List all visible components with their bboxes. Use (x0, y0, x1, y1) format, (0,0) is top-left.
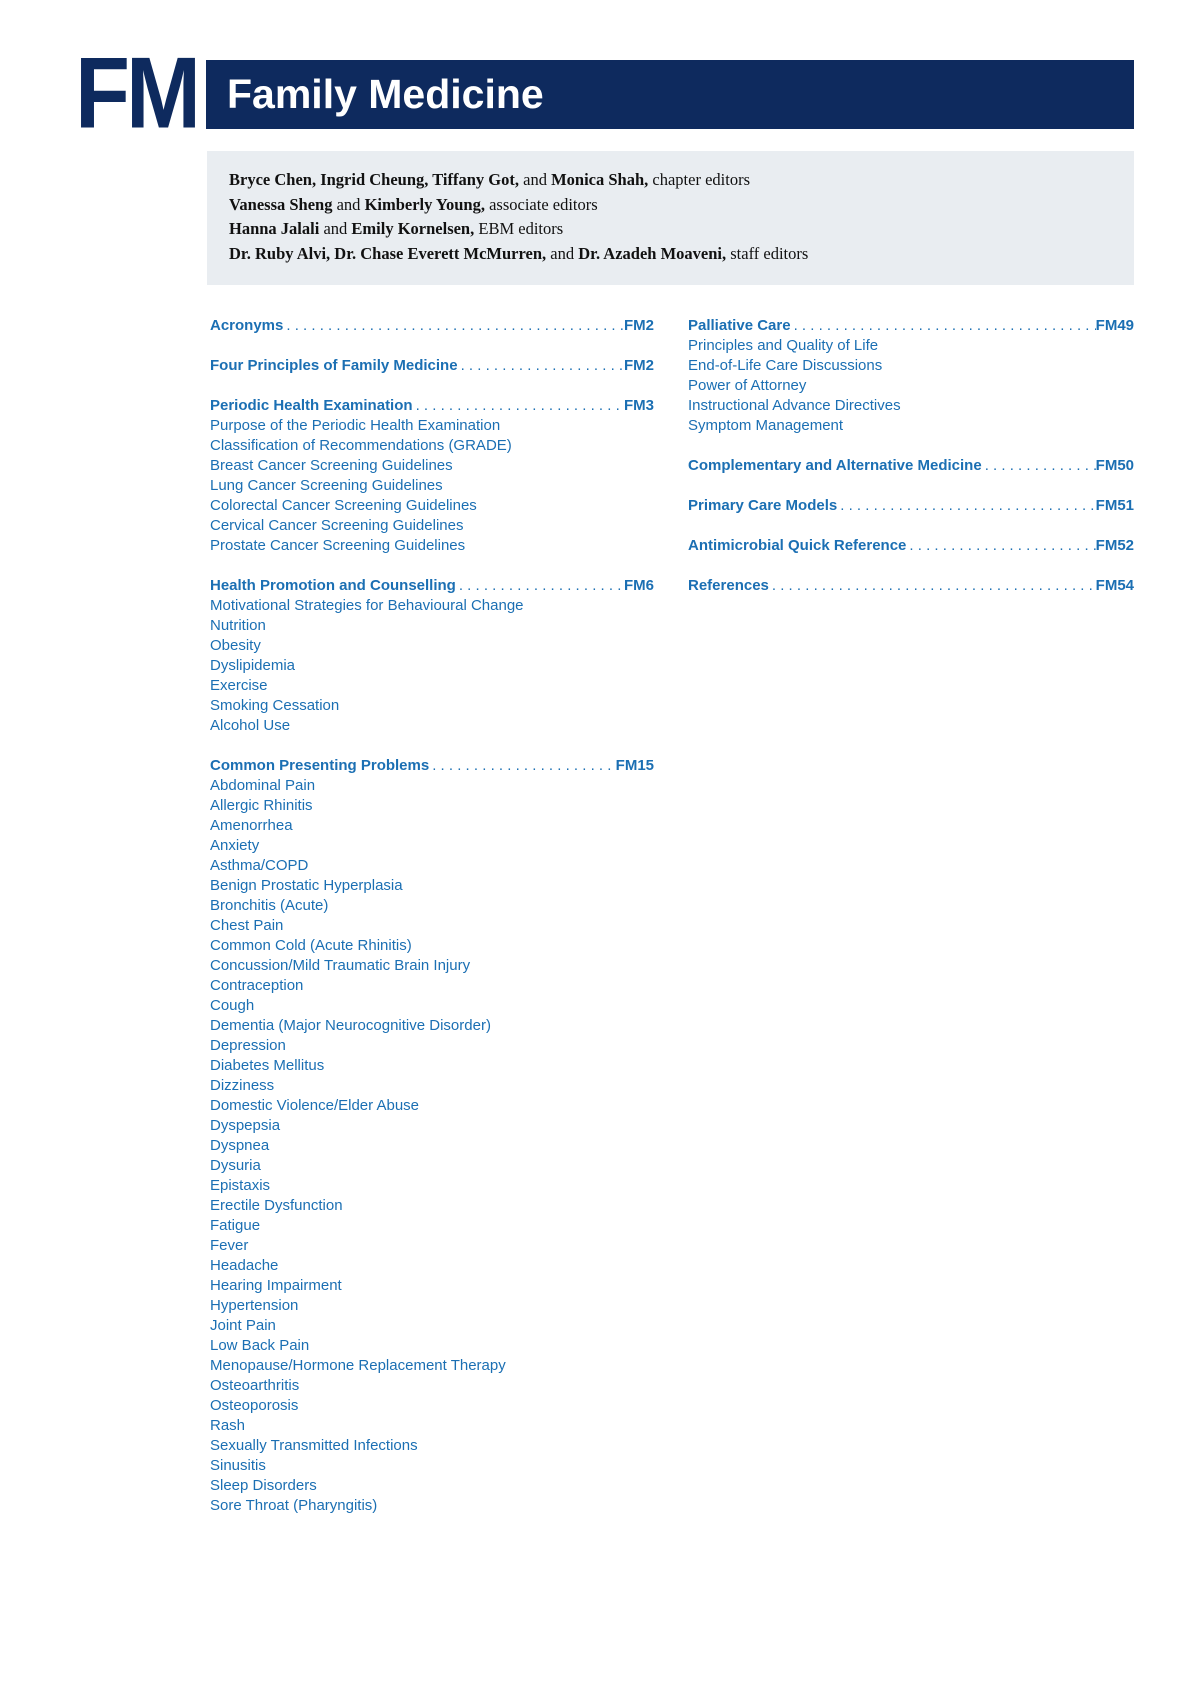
toc-section-link[interactable] (210, 576, 654, 596)
toc-subitem-link[interactable]: Dizziness (210, 1077, 275, 1094)
toc-page-number: FM2 (624, 357, 654, 374)
dot-leader (429, 756, 615, 776)
toc-section-link[interactable] (688, 316, 1134, 336)
toc-section-link[interactable] (210, 356, 654, 376)
toc-subitem-link[interactable]: Chest Pain (210, 917, 284, 934)
toc-section-link[interactable] (210, 396, 654, 416)
toc-subitem-link[interactable]: Hearing Impairment (210, 1277, 342, 1294)
toc-subitem-link[interactable]: Erectile Dysfunction (210, 1197, 343, 1214)
toc-subitem-link[interactable]: Epistaxis (210, 1177, 271, 1194)
toc-subitem-link[interactable]: Purpose of the Periodic Health Examination (210, 417, 501, 434)
toc-section (688, 576, 1134, 596)
editor-line (229, 242, 1114, 267)
toc-page-number: FM49 (1095, 317, 1134, 334)
toc-subitem-link[interactable]: Sleep Disorders (210, 1477, 317, 1494)
toc-subitem-link[interactable]: Sexually Transmitted Infections (210, 1437, 418, 1454)
dot-leader (283, 316, 624, 336)
toc-subitem-link[interactable]: Depression (210, 1037, 286, 1054)
toc-subitem-link[interactable]: Domestic Violence/Elder Abuse (210, 1097, 420, 1114)
toc-page-number: FM3 (624, 397, 654, 414)
toc-subitem-link[interactable]: Prostate Cancer Screening Guidelines (210, 537, 466, 554)
toc-subitem-link[interactable]: Dysuria (210, 1157, 261, 1174)
toc-subitem-link[interactable]: Sore Throat (Pharyngitis) (210, 1497, 378, 1514)
toc-subitem-link[interactable]: Dementia (Major Neurocognitive Disorder) (210, 1017, 491, 1034)
toc-section-title: Palliative Care (688, 317, 791, 334)
toc-section-title: Acronyms (210, 317, 284, 334)
toc-section-link[interactable] (688, 456, 1134, 476)
toc-subitem-link[interactable]: Sinusitis (210, 1457, 266, 1474)
editor-line (229, 168, 1114, 193)
chapter-mark: FM (75, 37, 197, 150)
toc-section-link[interactable] (688, 576, 1134, 596)
toc-section (210, 316, 654, 336)
editor-role: chapter editors (648, 170, 750, 189)
toc-section-title: Common Presenting Problems (210, 757, 430, 774)
toc-section-title: Complementary and Alternative Medicine (688, 457, 982, 474)
toc-subitem-link[interactable]: Osteoarthritis (210, 1377, 300, 1394)
editor-names: Emily Kornelsen, (351, 219, 475, 238)
dot-leader (982, 456, 1096, 476)
toc-page-number: FM6 (624, 577, 654, 594)
toc-subitem-link[interactable]: Asthma/COPD (210, 857, 309, 874)
toc-section-link[interactable] (688, 536, 1134, 556)
toc-section-title: Antimicrobial Quick Reference (688, 537, 907, 554)
toc-subitem-link[interactable]: Headache (210, 1257, 279, 1274)
toc-page-number: FM15 (615, 757, 654, 774)
toc-section-link[interactable] (688, 496, 1134, 516)
toc-subitem-link[interactable]: Abdominal Pain (210, 777, 316, 794)
toc-section-title: Health Promotion and Counselling (210, 577, 456, 594)
toc-section (210, 396, 654, 556)
toc-subitem-link[interactable]: Classification of Recommendations (GRADE) (210, 437, 512, 454)
editor-role: staff editors (726, 243, 809, 263)
toc-section (688, 496, 1134, 516)
toc-subitem-link[interactable]: Osteoporosis (210, 1397, 299, 1414)
editor-join: and (319, 219, 352, 238)
toc-subitem-link[interactable]: Lung Cancer Screening Guidelines (210, 477, 443, 494)
dot-leader (413, 396, 624, 416)
toc-subitem-link[interactable]: Amenorrhea (210, 817, 293, 834)
toc-subitem-link[interactable]: Instructional Advance Directives (688, 397, 901, 414)
toc-subitem-link[interactable]: Anxiety (210, 837, 260, 854)
editor-role: associate editors (484, 194, 598, 214)
toc-subitem-link[interactable]: Fever (210, 1237, 249, 1254)
toc-subitem-link[interactable]: Menopause/Hormone Replacement Therapy (210, 1357, 506, 1374)
editor-join: and (546, 243, 579, 263)
toc-subitem-link[interactable]: Diabetes Mellitus (210, 1057, 325, 1074)
toc-subitem-link[interactable]: Cervical Cancer Screening Guidelines (210, 517, 464, 534)
toc-subitem-link[interactable]: Nutrition (210, 617, 266, 634)
toc-subitem-link[interactable]: Concussion/Mild Traumatic Brain Injury (210, 957, 471, 974)
editor-line (229, 193, 1114, 218)
toc-page-number: FM54 (1095, 577, 1134, 594)
toc-section (688, 456, 1134, 476)
toc-subitem-link[interactable]: Low Back Pain (210, 1337, 310, 1354)
toc-section (688, 536, 1134, 556)
toc-page-number: FM2 (624, 317, 654, 334)
toc-subitem-link[interactable]: Dyspepsia (210, 1117, 281, 1134)
toc-subitem-link[interactable]: Power of Attorney (688, 377, 807, 394)
toc-subitem-link[interactable]: Common Cold (Acute Rhinitis) (210, 937, 412, 954)
toc-section-title: References (688, 577, 769, 594)
toc-subitem-link[interactable]: End-of-Life Care Discussions (688, 357, 883, 374)
editor-join: and (332, 194, 365, 214)
toc-section-title: Four Principles of Family Medicine (210, 357, 458, 374)
editor-names: Hanna Jalali (229, 219, 320, 238)
toc-page-number: FM50 (1095, 457, 1134, 474)
toc-section-link[interactable] (210, 316, 654, 336)
dot-leader (456, 576, 624, 596)
editor-role: EBM editors (474, 219, 564, 238)
toc-subitem-link[interactable]: Principles and Quality of Life (688, 337, 879, 354)
toc-subitem-link[interactable]: Smoking Cessation (210, 697, 340, 714)
toc-subitem-link[interactable]: Allergic Rhinitis (210, 797, 313, 814)
toc-subitem-link[interactable]: Contraception (210, 977, 304, 994)
toc-subitem-link[interactable]: Alcohol Use (210, 717, 291, 734)
editor-names: Monica Shah, (551, 170, 649, 189)
toc-left-column (210, 316, 654, 1516)
toc-section (210, 576, 654, 736)
dot-leader (791, 316, 1096, 336)
chapter-title: Family Medicine (206, 60, 1134, 129)
editor-names: Kimberly Young, (364, 194, 485, 214)
toc-subitem-link[interactable]: Exercise (210, 677, 268, 694)
editor-join: and (519, 170, 552, 189)
chapter-header (75, 37, 1134, 150)
toc-section-link[interactable] (210, 756, 654, 776)
toc-subitem-link[interactable]: Dyspnea (210, 1137, 270, 1154)
editor-names: Dr. Azadeh Moaveni, (578, 243, 727, 263)
toc-subitem-link[interactable]: Motivational Strategies for Behavioural Change (210, 597, 524, 614)
dot-leader (458, 356, 624, 376)
editor-line (229, 217, 1114, 242)
toc-section (688, 316, 1134, 436)
toc-subitem-link[interactable]: Benign Prostatic Hyperplasia (210, 877, 403, 894)
editors-box (207, 151, 1134, 285)
editor-names: Vanessa Sheng (229, 194, 333, 214)
toc-subitem-link[interactable]: Obesity (210, 637, 261, 654)
dot-leader (906, 536, 1095, 556)
toc-subitem-link[interactable]: Breast Cancer Screening Guidelines (210, 457, 453, 474)
toc-page-number: FM51 (1095, 497, 1134, 514)
toc-subitem-link[interactable]: Colorectal Cancer Screening Guidelines (210, 497, 477, 514)
toc-right-column (688, 316, 1134, 596)
toc-section-title: Primary Care Models (688, 497, 838, 514)
toc-section (210, 756, 654, 1516)
dot-leader (769, 576, 1096, 596)
editor-names: Bryce Chen, Ingrid Cheung, Tiffany Got, (229, 170, 520, 189)
toc-section-title: Periodic Health Examination (210, 397, 413, 414)
toc-subitem-link[interactable]: Fatigue (210, 1217, 261, 1234)
dot-leader (837, 496, 1095, 516)
toc-subitem-link[interactable]: Bronchitis (Acute) (210, 897, 329, 914)
toc-subitem-link[interactable]: Hypertension (210, 1297, 299, 1314)
editor-names: Dr. Ruby Alvi, Dr. Chase Everett McMurren, (229, 243, 547, 263)
toc-subitem-link[interactable]: Cough (210, 997, 255, 1014)
toc-page-number: FM52 (1095, 537, 1134, 554)
toc-subitem-link[interactable]: Joint Pain (210, 1317, 276, 1334)
toc-subitem-link[interactable]: Symptom Management (688, 417, 844, 434)
toc-section (210, 356, 654, 376)
toc-subitem-link[interactable]: Dyslipidemia (210, 657, 296, 674)
toc-subitem-link[interactable]: Rash (210, 1417, 246, 1434)
